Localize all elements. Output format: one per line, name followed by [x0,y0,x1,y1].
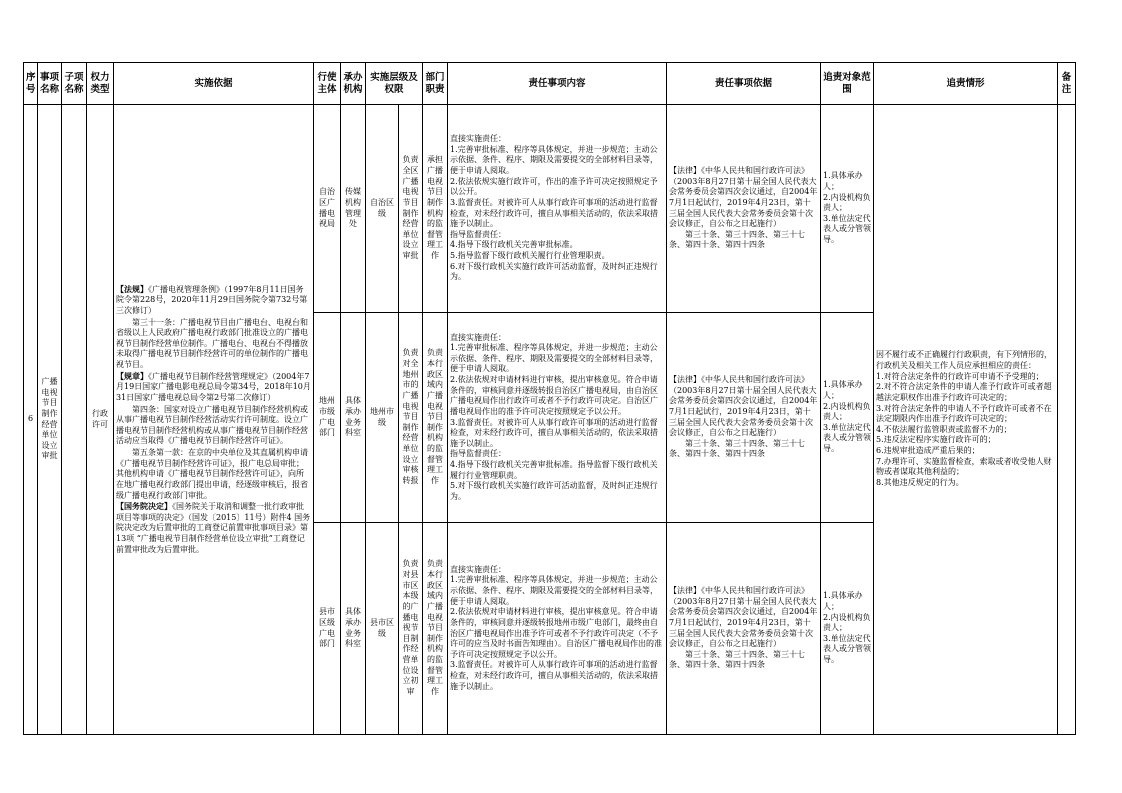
duty-content-line: 1.完善审批标准、程序等具体规定，并进一步规范；主动公示依据、条件、程序、期限及需要提交的全部材料目录等，便于申请人阅取。 [450,343,658,374]
basis-tag: 【国务院决定】 [116,501,172,512]
header-remark: 备注 [1058,63,1076,105]
duty-content-line: 4.指导下级行政机关完善审批标准。指导监督下级行政机关履行行业管理职责。 [450,460,658,480]
situation-line: 2.对不符合法定条件的申请人准予行政许可或者超越法定职权作出准予行政许可决定的； [876,382,1052,402]
header-duty-basis: 责任事项依据 [667,63,821,105]
header-situation: 追责情形 [874,63,1058,105]
basis-text: 《广播电视节目制作经营管理规定》（2004年7月19日国家广播电影电视总局令第34号，2018年10月31日国家广播电视总局令第2号第二次修订） [116,371,311,402]
duty-basis-line: 第三十条、第三十四条、第三十七条、第四十条、第四十四条 [669,649,805,670]
basis-text: 第五条第一款：在京的中央单位及其直属机构申请《广播电视节目制作经营许可证》，报广电总局审批；其他机构申请《广播电视节目制作经营许可证》，向所在地广播电视行政部门提出申请，经逐级审核后，报省级广播电视行政部门审批。 [116,448,308,500]
basis-paragraph [116,501,311,555]
level-text: 县市区级 [366,523,399,734]
duty-content-line: 3.监督责任。对被许可人从事行政许可事项的活动进行监督检查，对未经行政许可，擅自从事相关活动的，依法采取措施予以制止。 [450,660,658,691]
basis-paragraph [116,371,311,404]
row-basis [114,105,314,735]
scope-cell [821,105,874,313]
scope-cell [821,523,874,735]
duty-content-line: 3.监督责任。对被许可人从事行政许可事项的活动进行监督检查，对未经行政许可，擅自从事相关活动的，依法采取措施予以制止。 [450,197,658,229]
scope-line: 2.内设机构负责人； [823,401,871,422]
header-org: 承办机构 [341,63,366,105]
scope-cell [821,313,874,523]
duty-content-line: 直接实施责任： [450,134,506,144]
scope-line: 2.内设机构负责人； [823,192,871,213]
scope-line: 3.单位法定代表人或分管领导。 [823,422,871,454]
duty-content-line: 1.完善审批标准、程序等具体规定，并进一步规范；主动公示依据、条件、程序、期限及需要提交的全部材料目录等，便于申请人阅取。 [450,144,658,175]
basis-text: 第四条：国家对设立广播电视节目制作经营机构或从事广播电视节目制作经营活动实行许可制度。设立广播电视节目制作经营机构或从事广播电视节目制作经营活动应当取得《广播电视节目制作经营许可证》。 [116,404,308,446]
level-text: 自治区级 [366,105,399,312]
level-duty-text: 负责全区广播电视节目制作经营单位设立审批 [402,155,419,260]
row-sub-item [62,105,87,735]
duty-basis-line: 【法律】《中华人民共和国行政许可法》（2003年8月27日第十届全国人民代表大会常务委员会第四次会议通过，自2004年7月1日起试行，2019年4月23日，第十三届全国人民代表大会常务委员会第十次会议修正，自公布之日起施行） [669,166,818,229]
row-power-type: 行政许可 [87,105,114,735]
situation-line: 因不履行或不正确履行行政职责，有下列情形的，行政机关及相关工作人员应承担相应的责任： [876,350,1052,371]
header-dept-duty: 部门职责 [423,63,448,105]
duty-basis-cell [667,313,821,523]
duty-content-line: 直接实施责任： [450,332,506,342]
header-level: 实施层级及权限 [366,63,423,105]
org-cell: 具体承办业务科室 [341,523,366,735]
duty-content-line: 直接实施责任： [450,564,506,574]
duty-content-cell [448,105,667,313]
basis-paragraph [116,404,311,448]
basis-text: 《广播电视管理条例》（1997年8月11日国务院令第228号，2020年11月29日国务院令第732号第三次修订） [116,284,308,315]
header-duty-content: 责任事项内容 [448,63,667,105]
situation-line: 7.办理许可、实施监督检查，索取或者收受他人财物或者谋取其他利益的； [876,456,1052,477]
situation-line: 8.其他违反规定的行为。 [876,477,964,487]
duty-content-line: 2.依法依规对申请材料进行审核，提出审核意见。符合申请条件的，审核同意并逐级转报自治区广播电视局，由自治区广播电视局作出行政许可或者不予行政许可决定。自治区广播电视局作出的准予许可决定按照规定予以公开。 [450,375,658,416]
basis-text: 第三十一条：广播电视节目由广播电台、电视台和省级以上人民政府广播电视行政部门批准设立的广播电视节目制作经营单位制作。广播电台、电视台不得播放未取得广播电视节目制作经营许可的单位制作的广播电视节目。 [116,317,308,370]
dept-duty-cell: 承担广播电视节目制作机构的监督管理工作 [423,105,448,313]
level-cell [366,105,423,313]
subject-cell: 自治区广播电视局 [314,105,341,313]
situation-line: 1.对符合法定条件的行政许可申请不予受理的； [876,371,1044,381]
header-subject: 行使主体 [314,63,341,105]
header-basis: 实施依据 [114,63,314,105]
subject-cell: 县市区级广电部门 [314,523,341,735]
duty-content-line: 3.监督责任。对被许可人从事行政许可事项的活动进行监督检查，对未经行政许可，擅自从事相关活动的，依法采取措施予以制止。 [450,417,658,448]
basis-paragraph [116,447,311,501]
scope-line: 1.具体承办人； [823,380,863,400]
scope-line: 2.内设机构负责人； [823,612,871,633]
duty-content-line: 2.依法依规实施行政许可，作出的准予许可决定按照规定予以公开。 [450,176,658,197]
header-row [24,63,1076,105]
duty-basis-line: 第三十条、第三十四条、第三十七条、第四十条、第四十四条 [669,438,805,459]
duty-content-line: 指导监督责任： [450,449,506,459]
row-seq: 6 [24,105,38,735]
situation-line: 3.对符合法定条件的申请人不予行政许可或者不在法定期限内作出准予行政许可决定的； [876,403,1052,424]
duty-basis-line: 【法律】《中华人民共和国行政许可法》（2003年8月27日第十届全国人民代表大会常务委员会第四次会议通过，自2004年7月1日起试行，2019年4月23日，第十三届全国人民代表大会常务委员会第十次会议修正，自公布之日起施行） [669,375,818,438]
header-item-name: 事项名称 [38,63,62,105]
situation-line: 5.违反法定程序实施行政许可的； [876,435,996,445]
basis-text: 《国务院关于取消和调整一批行政审批项目等事项的决定》（国发〔2015〕11号）附件4 国务院决定改为后置审批的工商登记前置审批事项目录》第13项 “广播电视节目制作经营单位设立审批”工商登记前置审批改为后置审批。 [116,502,311,554]
duty-list-table [23,62,1076,735]
scope-line: 3.单位法定代表人或分管领导。 [823,213,871,245]
row-item-name: 广播电视节目制作经营单位设立审批 [38,105,62,735]
dept-duty-cell: 负责本行政区域内广播电视节目制作机构的监督管理工作 [423,313,448,523]
duty-content-line: 指导监督责任： [450,229,506,239]
basis-paragraph [116,317,311,371]
header-sub-item: 子项名称 [62,63,87,105]
duty-basis-cell [667,523,821,735]
duty-content-line: 1.完善审批标准、程序等具体规定，并进一步规范；主动公示依据、条件、程序、期限及需要提交的全部材料目录等，便于申请人阅取。 [450,575,658,606]
situation-line: 4.不依法履行监管职责或监督不力的； [876,424,1012,434]
duty-basis-line: 【法律】《中华人民共和国行政许可法》（2003年8月27日第十届全国人民代表大会常务委员会第四次会议通过，自2004年7月1日起试行，2019年4月23日，第十三届全国人民代表大会常务委员会第十次会议修正，自公布之日起施行） [669,586,818,649]
situation-line: 6.违规审批造成严重后果的； [876,446,980,456]
row-remark [1058,105,1076,735]
basis-paragraph [116,284,311,317]
duty-basis-line: 第三十条、第三十四条、第三十七条、第四十条、第四十四条 [669,229,805,250]
duty-content-line: 5.指导监督下级行政机关履行行业管理职责。 [450,251,610,260]
level-duty-text: 负责对县市区本级的广播电视节目制作经营单位设立初审 [402,559,419,696]
basis-tag: 【法规】 [116,283,148,294]
dept-duty-cell: 负责本行政区域内广播电视节目制作机构的监督管理工作 [423,523,448,735]
row-situation [874,105,1058,735]
subject-cell: 地州市级广电部门 [314,313,341,523]
header-seq: 序号 [24,63,38,105]
duty-content-line: 2.依法依规对申请材料进行审核，提出审核意见。符合申请条件的，审核同意并逐级转报地州市级广电部门，最终由自治区广播电视局作出准予许可或者不予行政许可决定（不予许可的应当及时书面告知理由）。自治区广播电视局作出的准予许可决定按照规定予以公开。 [450,607,662,659]
duty-content-line: 4.指导下级行政机关完善审批标准。 [450,240,578,250]
basis-tag: 【规章】 [116,370,148,381]
scope-line: 1.具体承办人； [823,171,863,191]
duty-content-line: 6.对下级行政机关实施行政许可活动监督，及时纠正违规行为。 [450,261,658,282]
level-text: 地州市级 [366,313,399,522]
level-cell [366,313,423,523]
header-power-type: 权力类型 [87,63,114,105]
org-cell: 具体承办业务科室 [341,313,366,523]
duty-content-line: 5.对下级行政机关实施行政许可活动监督，及时纠正违规行为。 [450,481,658,501]
scope-line: 1.具体承办人； [823,591,863,611]
org-cell: 传媒机构管理处 [341,105,366,313]
table-row [24,105,1076,313]
scope-line: 3.单位法定代表人或分管领导。 [823,633,871,665]
header-scope: 追责对象范围 [821,63,874,105]
level-cell [366,523,423,735]
level-duty-text: 负责对全地州市的广播电视节目制作经营单位设立审核转报 [402,348,419,485]
duty-basis-cell [667,105,821,313]
duty-content-cell [448,523,667,735]
duty-content-cell [448,313,667,523]
